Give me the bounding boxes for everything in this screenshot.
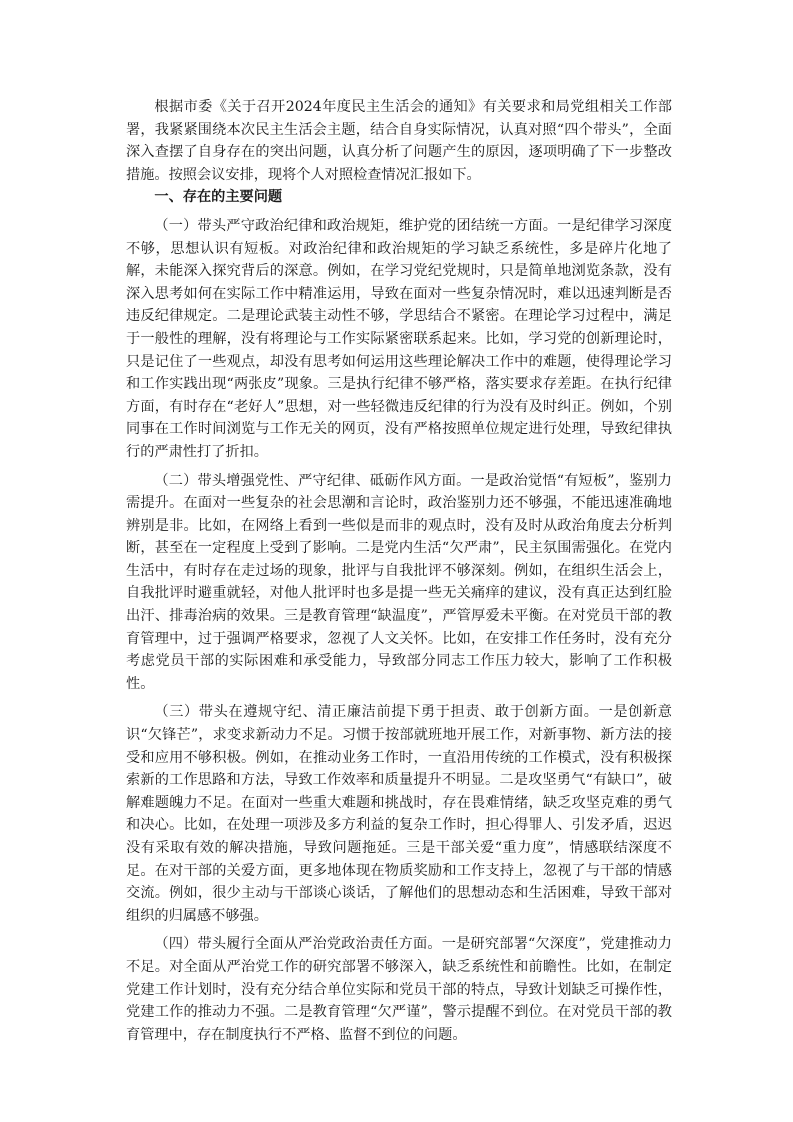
paragraph-party-spirit: （二）带头增强党性、严守纪律、砥砺作风方面。一是政治觉悟“有短板”，鉴别力需提升。在面对一些复杂的社会思潮和言论时，政治鉴别力还不够强，不能迅速准确地辨别是非。比如，在网络上看到一些似是而非的观点时，没有及时从政治角度去分析判断，甚至在一定程度上受到了影响。二是党内生活“欠严肃”，民主氛围需强化。在党内生活中，有时存在走过场的现象，批评与自我批评不够深刻。例如，在组织生活会上，自我批评时避重就轻，对他人批评时也多是提一些无关痛痒的建议，没有真正达到红脸出汗、排毒治病的效果。三是教育管理“缺温度”，严管厚爱未平衡。在对党员干部的教育管理中，过于强调严格要求，忽视了人文关怀。比如，在安排工作任务时，没有充分考虑党员干部的实际困难和承受能力，导致部分同志工作压力较大，影响了工作积极性。 [126,472,672,692]
document-body [126,96,672,1046]
intro-paragraph: 根据市委《关于召开2024年度民主生活会的通知》有关要求和局党组相关工作部署，我紧紧围绕本次民主生活会主题，结合自身实际情况，认真对照“四个带头”，全面深入查摆了自身存在的突出问题，认真分析了问题产生的原因，逐项明确了下一步整改措施。按照会议安排，现将个人对照检查情况汇报如下。 [126,99,672,183]
paragraph-innovation: （三）带头在遵规守纪、清正廉洁前提下勇于担责、敢于创新方面。一是创新意识“欠锋芒”，求变求新动力不足。习惯于按部就班地开展工作，对新事物、新方法的接受和应用不够积极。例如，在推动业务工作时，一直沿用传统的工作模式，没有积极探索新的工作思路和方法，导致工作效率和质量提升不明显。二是攻坚勇气“有缺口”，破解难题魄力不足。在面对一些重大难题和挑战时，存在畏难情绪，缺乏攻坚克难的勇气和决心。比如，在处理一项涉及多方利益的复杂工作时，担心得罪人、引发矛盾，迟迟没有采取有效的解决措施，导致问题拖延。三是干部关爱“重力度”，情感联结深度不足。在对干部的关爱方面，更多地体现在物质奖励和工作支持上，忽视了与干部的情感交流。例如，很少主动与干部谈心谈话，了解他们的思想动态和生活困难，导致干部对组织的归属感不够强。 [126,704,672,924]
section-heading: 一、存在的主要问题 [154,189,283,206]
paragraph-responsibility: （四）带头履行全面从严治党政治责任方面。一是研究部署“欠深度”，党建推动力不足。对全面从严治党工作的研究部署不够深入，缺乏系统性和前瞻性。比如，在制定党建工作计划时，没有充分结合单位实际和党员干部的特点，导致计划缺乏可操作性，党建工作的推动力不强。二是教育管理“欠严谨”，警示提醒不到位。在对党员干部的教育管理中，存在制度执行不严格、监督不到位的问题。 [126,936,672,1043]
paragraph-discipline: （一）带头严守政治纪律和政治规矩，维护党的团结统一方面。一是纪律学习深度不够，思想认识有短板。对政治纪律和政治规矩的学习缺乏系统性，多是碎片化地了解，未能深入探究背后的深意。例如，在学习党纪党规时，只是简单地浏览条款，没有深入思考如何在实际工作中精准运用，导致在面对一些复杂情况时，难以迅速判断是否违反纪律规定。二是理论武装主动性不够，学思结合不紧密。在理论学习过程中，满足于一般性的理解，没有将理论与工作实际紧密联系起来。比如，学习党的创新理论时，只是记住了一些观点，却没有思考如何运用这些理论解决工作中的难题，使得理论学习和工作实践出现“两张皮”现象。三是执行纪律不够严格，落实要求存差距。在执行纪律方面，有时存在“老好人”思想，对一些轻微违反纪律的行为没有及时纠正。例如，个别同事在工作时间浏览与工作无关的网页，没有严格按照单位规定进行处理，导致纪律执行的严肃性打了折扣。 [126,217,672,460]
